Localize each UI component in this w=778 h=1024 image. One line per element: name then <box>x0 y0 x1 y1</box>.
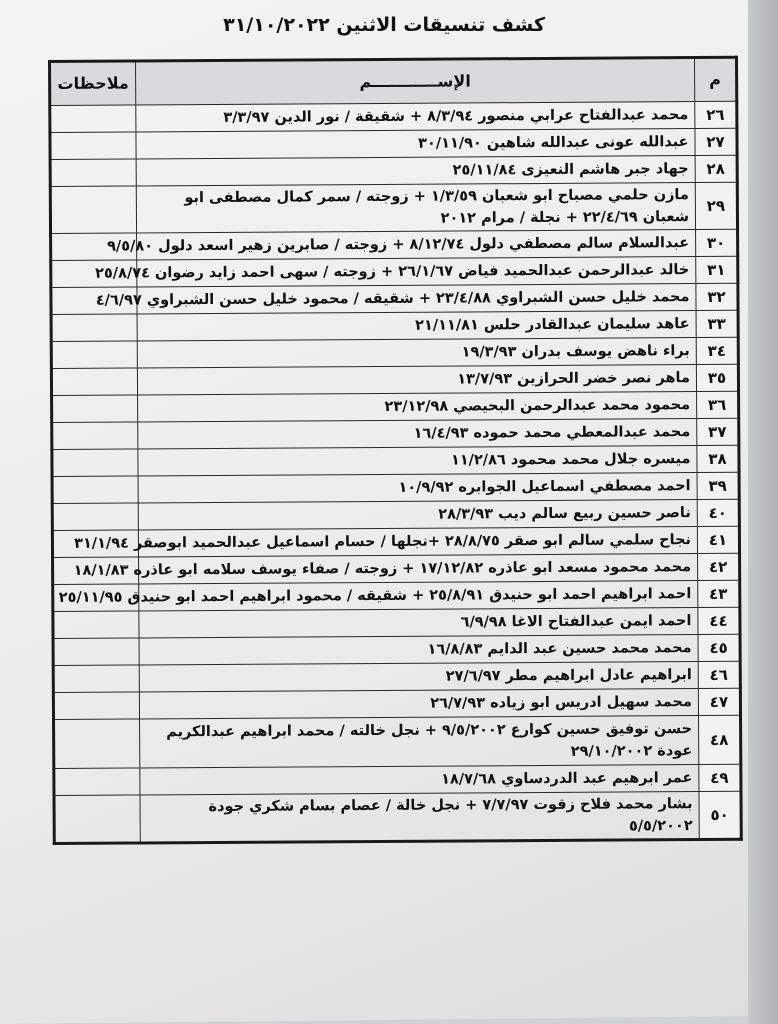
table-row <box>52 445 739 476</box>
row-name: ماهر نصر خضر الحرازين ١٣/٧/٩٣ <box>137 365 696 395</box>
table-row <box>53 688 740 719</box>
table-row <box>54 764 741 795</box>
coordination-table-container <box>48 56 743 845</box>
row-number: ٣٨ <box>697 445 739 472</box>
row-name: مازن حلمي مصباح ابو شعبان ١/٣/٥٩ + زوجته / سمر كمال مصطفى ابو شعبان ٢٢/٤/٦٩ + نجلة / مرام ٢٠١٢ <box>136 183 695 233</box>
row-number: ٤٧ <box>698 688 740 715</box>
row-number: ٤٤ <box>698 607 740 634</box>
row-notes <box>52 503 138 531</box>
row-name: جهاد جبر هاشم النعيزى ٢٥/١١/٨٤ <box>136 156 695 186</box>
table-row <box>54 715 741 768</box>
row-name: محمد محمد حسين عبد الدايم ١٦/٨/٨٣ <box>139 635 698 665</box>
header-num: م <box>694 57 736 101</box>
row-notes <box>53 638 139 666</box>
header-notes: ملاحظات <box>50 61 136 106</box>
row-number: ٣٧ <box>697 418 739 445</box>
row-name: محمود محمد عبدالرحمن البحيصي ٢٣/١٢/٩٨ <box>138 392 697 422</box>
table-row <box>53 580 740 611</box>
page-title: كشف تنسيقات الاثنين ٣١/١٠/٢٠٢٢ <box>223 14 545 36</box>
binding-edge <box>748 0 778 1024</box>
table-row <box>50 155 737 186</box>
row-notes <box>53 665 139 693</box>
row-name: عاهد سليمان عبدالقادر حلس ٢١/١١/٨١ <box>137 311 696 341</box>
table-row <box>52 391 739 422</box>
row-number: ٤٢ <box>698 553 740 580</box>
table-header-row <box>50 57 737 105</box>
row-notes <box>51 368 137 396</box>
row-number: ٣٥ <box>696 364 738 391</box>
table-row <box>50 101 737 132</box>
table-row <box>53 661 740 692</box>
row-notes <box>50 105 136 133</box>
row-number: ٤٣ <box>698 580 740 607</box>
row-name: احمد مصطفي اسماعيل الجوابره ١٠/٩/٩٢ <box>138 473 697 503</box>
row-name: عبدالسلام سالم مصطفي دلول ٨/١٢/٧٤ + زوجته / صابرين زهير اسعد دلول ٩/٥/٨٠ <box>137 230 696 260</box>
table-row <box>52 526 739 557</box>
row-name: محمد سهيل ادريس ابو زياده ٢٦/٧/٩٣ <box>139 689 698 719</box>
row-number: ٣١ <box>696 256 738 283</box>
table-row <box>53 553 740 584</box>
row-name: عمر ابرهيم عبد الدردساوي ١٨/٧/٦٨ <box>140 765 699 795</box>
row-name: حسن توفيق حسين كوارع ٩/٥/٢٠٠٢ + نجل خالته / محمد ابراهيم عبدالكريم عودة ٢٩/١٠/٢٠٠٢ <box>140 716 699 768</box>
table-row <box>51 256 738 287</box>
table-row <box>52 499 739 530</box>
table-row <box>52 418 739 449</box>
row-number: ٤٨ <box>699 715 741 764</box>
table-row <box>51 229 738 260</box>
row-number: ٢٩ <box>695 182 737 229</box>
row-notes <box>50 186 136 234</box>
row-number: ٤٩ <box>699 764 741 791</box>
row-name: براء ناهض يوسف بدران ١٩/٣/٩٣ <box>137 338 696 368</box>
row-number: ٢٧ <box>695 128 737 155</box>
row-number: ٤٦ <box>698 661 740 688</box>
table-row <box>53 634 740 665</box>
row-notes <box>53 692 139 720</box>
row-notes <box>52 476 138 504</box>
row-number: ٢٦ <box>695 101 737 128</box>
row-notes <box>54 719 140 769</box>
table-row <box>51 310 738 341</box>
row-name: ابراهيم عادل ابراهيم مطر ٢٧/٦/٩٧ <box>139 662 698 692</box>
row-number: ٣٦ <box>697 391 739 418</box>
row-notes <box>50 132 136 160</box>
row-name: بشار محمد فلاح زقوت ٧/٧/٩٧ + نجل خالة / عصام بسام شكري جودة ٥/٥/٢٠٠٢ <box>140 792 699 843</box>
row-number: ٣٢ <box>696 283 738 310</box>
row-number: ٣٣ <box>696 310 738 337</box>
table-row <box>51 364 738 395</box>
row-notes <box>51 314 137 342</box>
row-name: محمد محمود مسعد ابو عاذره ١٧/١٢/٨٢ + زوجته / صفاء يوسف سلامه ابو عاذره ١٨/١/٨٣ <box>139 554 698 584</box>
row-name: عبدالله عونى عبدالله شاهين ٣٠/١١/٩٠ <box>136 129 695 159</box>
row-name: ميسره جلال محمد محمود ١١/٢/٨٦ <box>138 446 697 476</box>
row-notes <box>50 159 136 187</box>
table-row <box>52 472 739 503</box>
table-body <box>50 101 741 843</box>
row-notes <box>52 422 138 450</box>
row-number: ٣٩ <box>697 472 739 499</box>
table-row <box>50 182 737 233</box>
coordination-table <box>48 56 743 845</box>
row-name: احمد ايمن عبدالفتاح الاغا ٦/٩/٩٨ <box>139 608 698 638</box>
row-notes <box>52 395 138 423</box>
row-notes <box>51 341 137 369</box>
row-notes <box>53 611 139 639</box>
row-name: خالد عبدالرحمن عبدالحميد فياض ٢٦/١/٦٧ + زوجته / سهى احمد زايد رضوان ٢٥/٨/٧٤ <box>137 257 696 287</box>
row-number: ٢٨ <box>695 155 737 182</box>
row-name: احمد ابراهيم احمد ابو حنيدق ٢٥/٨/٩١ + شقيقه / محمود ابراهيم احمد ابو حنيدق ٢٥/١١/٩٥ <box>139 581 698 611</box>
table-row <box>51 283 738 314</box>
row-name: محمد عبدالمعطي محمد حموده ١٦/٤/٩٣ <box>138 419 697 449</box>
row-name: نجاح سلمي سالم ابو صقر ٢٨/٨/٧٥ +نجلها / حسام اسماعيل عبدالحميد ابوصقر ٣١/١/٩٤ <box>138 527 697 557</box>
table-row <box>54 791 741 843</box>
table-row <box>53 607 740 638</box>
row-number: ٤٠ <box>697 499 739 526</box>
row-notes <box>54 768 140 796</box>
row-name: ناصر حسين ربيع سالم ديب ٢٨/٣/٩٣ <box>138 500 697 530</box>
row-number: ٣٠ <box>696 229 738 256</box>
row-name: محمد خليل حسن الشبراوي ٢٣/٤/٨٨ + شقيقه / محمود خليل حسن الشبراوي ٤/٦/٩٧ <box>137 284 696 314</box>
row-notes <box>52 449 138 477</box>
row-number: ٤١ <box>697 526 739 553</box>
row-notes <box>54 795 140 844</box>
table-row <box>50 128 737 159</box>
row-number: ٥٠ <box>699 791 741 839</box>
row-name: محمد عبدالفتاح عرابي منصور ٨/٣/٩٤ + شقيقة / نور الدين ٣/٣/٩٧ <box>136 102 695 132</box>
header-name: الإســــــــــــم <box>136 58 695 105</box>
row-number: ٤٥ <box>698 634 740 661</box>
table-row <box>51 337 738 368</box>
row-number: ٣٤ <box>696 337 738 364</box>
